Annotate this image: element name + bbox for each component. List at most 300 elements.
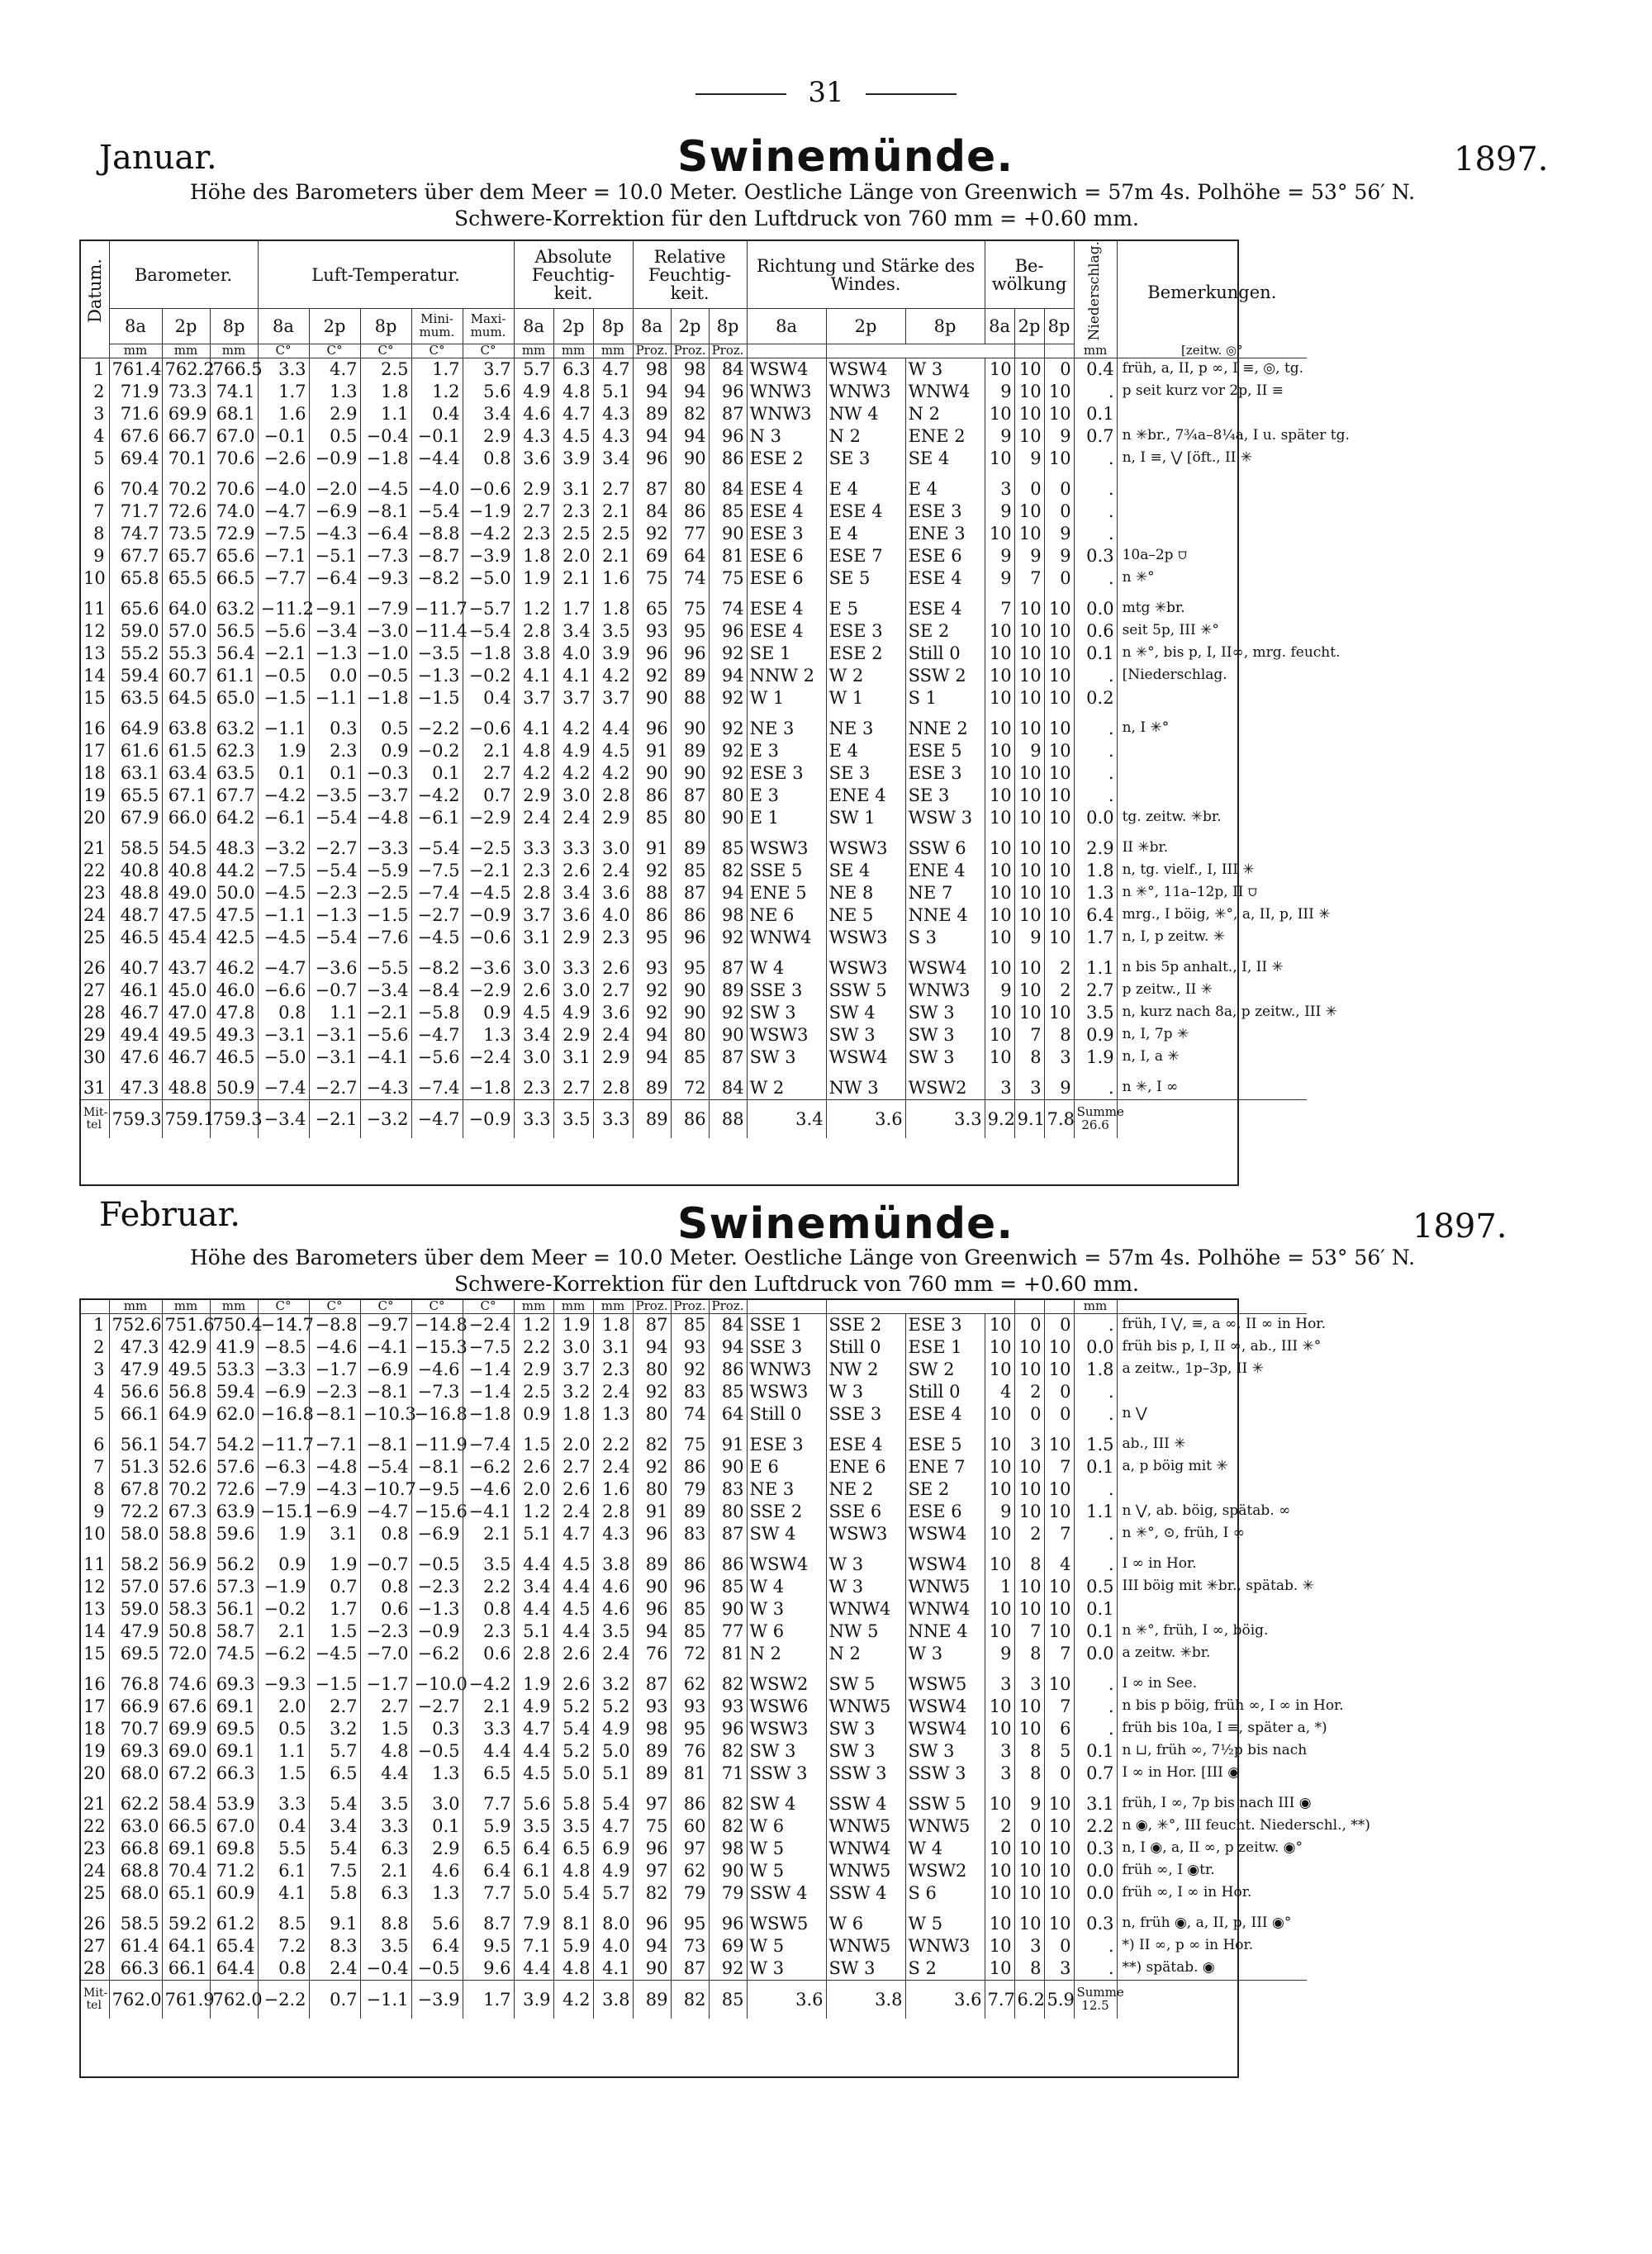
temperature-header: Luft-Temperatur. (258, 241, 514, 309)
value-cell: 0.5 (360, 718, 411, 740)
value-cell: 2.8 (593, 785, 633, 807)
value-cell: 10 (985, 1957, 1014, 1981)
remark-cell: n, tg. vielf., I, III ✳ (1117, 860, 1307, 882)
value-cell: −6.2 (463, 1456, 514, 1478)
value-cell: 7 (985, 598, 1014, 620)
value-cell: W 5 (747, 1860, 826, 1882)
value-cell: 0.8 (258, 1957, 309, 1981)
value-cell: 3.2 (593, 1673, 633, 1696)
value-cell: 84 (709, 358, 747, 381)
value-cell: −8.1 (360, 1434, 411, 1456)
value-cell: 6.1 (514, 1860, 553, 1882)
value-cell: 45.0 (162, 980, 210, 1002)
value-cell: NE 5 (826, 904, 905, 927)
value-cell: 63.2 (210, 598, 258, 620)
value-cell: −1.4 (463, 1359, 514, 1381)
value-cell: 10 (1044, 927, 1074, 949)
value-cell: 0.9 (1074, 1024, 1117, 1046)
mean-value-cell: 3.3 (593, 1099, 633, 1138)
value-cell: SSW 3 (905, 1763, 985, 1785)
value-cell: 96 (633, 1913, 671, 1935)
value-cell: 0.3 (1074, 545, 1117, 567)
value-cell: 92 (709, 687, 747, 709)
value-cell: 87 (633, 1673, 671, 1696)
value-cell: 4.4 (553, 1576, 593, 1598)
mean-value-cell: 759.1 (162, 1099, 210, 1138)
value-cell: −6.1 (411, 807, 463, 829)
value-cell: −5.7 (463, 598, 514, 620)
value-cell: 86 (671, 904, 709, 927)
mean-value-cell: 7.8 (1044, 1099, 1074, 1138)
value-cell: 5.4 (593, 1793, 633, 1815)
value-cell: ESE 4 (905, 598, 985, 620)
group-spacer (81, 829, 1307, 838)
value-cell: 10 (985, 1793, 1014, 1815)
value-cell: 46.5 (109, 927, 162, 949)
value-cell: −11.2 (258, 598, 309, 620)
value-cell: 96 (709, 620, 747, 643)
remark-cell: n, I ✳° (1117, 718, 1307, 740)
value-cell: 86 (709, 1554, 747, 1576)
value-cell: 0.7 (463, 785, 514, 807)
mean-value-cell: 88 (709, 1099, 747, 1138)
value-cell: 10 (1044, 860, 1074, 882)
value-cell: 56.9 (162, 1554, 210, 1576)
value-cell: 92 (633, 665, 671, 687)
value-cell: −3.5 (309, 785, 360, 807)
table-row (81, 381, 1307, 403)
february-station-info: Höhe des Barometers über dem Meer = 10.0 Meter. Oestliche Länge von Greenwich = 57m 4s. Polhöhe = 53° 56′ N. (190, 1246, 1416, 1269)
value-cell: 9 (1014, 1793, 1044, 1815)
value-cell: 3.6 (593, 1002, 633, 1024)
value-cell: 4.9 (593, 1860, 633, 1882)
value-cell: 46.2 (210, 957, 258, 980)
table-row (81, 1381, 1307, 1403)
value-cell: ESE 3 (905, 1313, 985, 1336)
value-cell: −4.7 (360, 1501, 411, 1523)
value-cell: 1.8 (1074, 1359, 1117, 1381)
value-cell: 56.8 (162, 1381, 210, 1403)
value-cell: 89 (633, 1077, 671, 1100)
value-cell: 56.4 (210, 643, 258, 665)
value-cell: 9 (985, 980, 1014, 1002)
value-cell: 2.4 (309, 1957, 360, 1981)
value-cell: 49.5 (162, 1359, 210, 1381)
value-cell: 2.7 (593, 478, 633, 501)
value-cell: WSW3 (747, 1024, 826, 1046)
value-cell: 4.7 (553, 1523, 593, 1545)
value-cell: 96 (633, 448, 671, 470)
value-cell: −7.0 (360, 1643, 411, 1665)
mean-value-cell: 761.9 (162, 1980, 210, 2019)
value-cell: −14.7 (258, 1313, 309, 1336)
value-cell: 10 (985, 1002, 1014, 1024)
value-cell: −0.2 (258, 1598, 309, 1621)
value-cell: 3.1 (514, 927, 553, 949)
value-cell: 83 (671, 1381, 709, 1403)
value-cell: 4.5 (514, 1002, 553, 1024)
remark-cell: n bis p böig, früh ∞, I ∞ in Hor. (1117, 1696, 1307, 1718)
value-cell: 1.9 (309, 1554, 360, 1576)
value-cell: 2.4 (593, 1456, 633, 1478)
unit-cell: Proz. (671, 1300, 709, 1313)
value-cell: 1.1 (258, 1740, 309, 1763)
value-cell: 4.1 (258, 1882, 309, 1905)
value-cell: 85 (671, 1598, 709, 1621)
remark-cell: I ∞ in See. (1117, 1673, 1307, 1696)
remark-cell (1117, 478, 1307, 501)
unit-cell: C° (309, 344, 360, 358)
value-cell: 9 (985, 425, 1014, 448)
value-cell: 10 (1044, 785, 1074, 807)
value-cell: 0 (1014, 1313, 1044, 1336)
value-cell: −4.6 (463, 1478, 514, 1501)
value-cell: 80 (709, 1501, 747, 1523)
value-cell: 10 (1014, 687, 1044, 709)
value-cell: 98 (709, 904, 747, 927)
value-cell: 92 (633, 860, 671, 882)
value-cell: WNW3 (747, 1359, 826, 1381)
value-cell: S 3 (905, 927, 985, 949)
value-cell: −2.3 (411, 1576, 463, 1598)
value-cell: 46.7 (162, 1046, 210, 1069)
remark-cell: I ∞ in Hor. (1117, 1554, 1307, 1576)
mean-value-cell: −3.4 (258, 1099, 309, 1138)
value-cell: −0.1 (411, 425, 463, 448)
value-cell: SE 3 (905, 785, 985, 807)
value-cell: 94 (633, 425, 671, 448)
value-cell: 0.7 (1074, 425, 1117, 448)
value-cell: WNW4 (905, 381, 985, 403)
value-cell: −4.1 (360, 1336, 411, 1359)
value-cell: −1.3 (309, 904, 360, 927)
value-cell: −4.7 (411, 1024, 463, 1046)
value-cell: E 4 (826, 740, 905, 762)
value-cell: 94 (633, 1024, 671, 1046)
table-row (81, 740, 1307, 762)
value-cell: 97 (671, 1838, 709, 1860)
value-cell: 72 (671, 1643, 709, 1665)
value-cell: WSW4 (905, 1523, 985, 1545)
mean-value-cell: 762.0 (210, 1980, 258, 2019)
value-cell: 0.1 (1074, 1740, 1117, 1763)
value-cell: 10 (1014, 980, 1044, 1002)
value-cell: −16.8 (411, 1403, 463, 1426)
value-cell: 96 (709, 425, 747, 448)
value-cell: −0.6 (463, 718, 514, 740)
value-cell: 61.2 (210, 1913, 258, 1935)
value-cell: 74.0 (210, 501, 258, 523)
unit-cell: mm (109, 344, 162, 358)
value-cell: 2.6 (553, 1673, 593, 1696)
value-cell: −7.3 (360, 545, 411, 567)
value-cell: 2.5 (593, 523, 633, 545)
value-cell: SSE 5 (747, 860, 826, 882)
value-cell: 3.3 (553, 957, 593, 980)
value-cell: SSW 4 (826, 1882, 905, 1905)
value-cell: 10 (1014, 1718, 1044, 1740)
value-cell: −7.9 (360, 598, 411, 620)
table-row (81, 957, 1307, 980)
value-cell: 1.2 (411, 381, 463, 403)
value-cell: 766.5 (210, 358, 258, 381)
value-cell: 70.6 (210, 478, 258, 501)
value-cell: 10 (1044, 1434, 1074, 1456)
mean-value-cell: 85 (709, 1980, 747, 2019)
precip-sum-cell: Summe 12.5 (1074, 1980, 1117, 2019)
value-cell: 2.9 (553, 927, 593, 949)
value-cell: −1.4 (463, 1381, 514, 1403)
value-cell: 10 (1044, 665, 1074, 687)
table-row (81, 1456, 1307, 1478)
value-cell: 2.5 (514, 1381, 553, 1403)
value-cell: −8.1 (360, 501, 411, 523)
value-cell: 4.8 (553, 381, 593, 403)
table-row (81, 665, 1307, 687)
day-cell: 21 (83, 1794, 106, 1815)
value-cell: 5.8 (309, 1882, 360, 1905)
value-cell: 10 (985, 807, 1014, 829)
value-cell: 56.6 (109, 1381, 162, 1403)
value-cell: 57.6 (210, 1456, 258, 1478)
value-cell: 4.7 (309, 358, 360, 381)
table-row (81, 1434, 1307, 1456)
value-cell: −4.5 (258, 882, 309, 904)
value-cell: SE 4 (826, 860, 905, 882)
unit-cell (1014, 344, 1044, 358)
value-cell: 50.9 (210, 1077, 258, 1100)
wind-2p-header: 2p (826, 309, 905, 344)
value-cell: 88 (671, 687, 709, 709)
value-cell: 10 (985, 1718, 1014, 1740)
value-cell: 0.4 (411, 403, 463, 425)
value-cell: 0 (1014, 478, 1044, 501)
group-spacer (81, 1665, 1307, 1673)
value-cell: 9 (1014, 740, 1044, 762)
value-cell: 88 (633, 882, 671, 904)
value-cell: −8.8 (411, 523, 463, 545)
value-cell: 94 (709, 665, 747, 687)
value-cell: NW 5 (826, 1621, 905, 1643)
value-cell: 9 (1044, 545, 1074, 567)
value-cell: 10 (985, 957, 1014, 980)
value-cell: . (1074, 1696, 1117, 1718)
value-cell: SSW 4 (747, 1882, 826, 1905)
value-cell: W 4 (747, 957, 826, 980)
value-cell: 3 (985, 1763, 1014, 1785)
remark-cell: tg. zeitw. ✳br. (1117, 807, 1307, 829)
value-cell: 1.7 (258, 381, 309, 403)
value-cell: −8.2 (411, 567, 463, 590)
mean-value-cell: 0.7 (309, 1980, 360, 2019)
unit-cell (1117, 1300, 1307, 1313)
unit-cell: mm (1074, 1300, 1117, 1313)
value-cell: 2.8 (514, 620, 553, 643)
value-cell: 81 (709, 1643, 747, 1665)
value-cell: −7.4 (411, 1077, 463, 1100)
value-cell: 4.3 (514, 425, 553, 448)
value-cell: 90 (671, 718, 709, 740)
value-cell: 82 (633, 1882, 671, 1905)
value-cell: 2.2 (1074, 1815, 1117, 1838)
value-cell: 86 (671, 1456, 709, 1478)
value-cell: −4.2 (463, 523, 514, 545)
value-cell: 66.1 (109, 1403, 162, 1426)
value-cell: −4.2 (463, 1673, 514, 1696)
day-cell: 25 (83, 928, 106, 948)
value-cell: −5.4 (411, 501, 463, 523)
value-cell: 2.8 (593, 1501, 633, 1523)
value-cell: 87 (633, 478, 671, 501)
value-cell: 7.2 (258, 1935, 309, 1957)
value-cell: 80 (671, 478, 709, 501)
unit-cell (985, 344, 1014, 358)
value-cell: 10 (1014, 957, 1044, 980)
value-cell: 90 (709, 1456, 747, 1478)
rel-2p-header: 2p (671, 309, 709, 344)
value-cell: 10 (1044, 1478, 1074, 1501)
value-cell: 81 (671, 1763, 709, 1785)
value-cell: −2.7 (411, 1696, 463, 1718)
value-cell: 10 (985, 523, 1014, 545)
unit-cell (1014, 1300, 1044, 1313)
value-cell: 50.8 (162, 1621, 210, 1643)
value-cell: 2.7 (514, 501, 553, 523)
value-cell: 58.4 (162, 1793, 210, 1815)
mean-value-cell: 3.3 (514, 1099, 553, 1138)
value-cell: W 2 (747, 1077, 826, 1100)
remark-cell: ab., III ✳ (1117, 1434, 1307, 1456)
value-cell: 10 (1044, 718, 1074, 740)
value-cell: 92 (633, 1381, 671, 1403)
day-cell: 6 (93, 1435, 105, 1455)
value-cell: WSW3 (826, 1523, 905, 1545)
value-cell: W 1 (826, 687, 905, 709)
value-cell: . (1074, 718, 1117, 740)
value-cell: 3.4 (593, 448, 633, 470)
value-cell: 76 (671, 1740, 709, 1763)
value-cell: 91 (709, 1434, 747, 1456)
value-cell: SE 4 (905, 448, 985, 470)
value-cell: 90 (671, 1002, 709, 1024)
abs-8p-header: 8p (593, 309, 633, 344)
value-cell: 3 (1014, 1434, 1044, 1456)
value-cell: 10 (1044, 904, 1074, 927)
value-cell: 74.6 (162, 1673, 210, 1696)
value-cell: 57.6 (162, 1576, 210, 1598)
day-cell: 7 (93, 501, 105, 522)
table-row (81, 478, 1307, 501)
value-cell: 1.5 (258, 1763, 309, 1785)
value-cell: 79 (671, 1478, 709, 1501)
value-cell: 3 (985, 478, 1014, 501)
value-cell: 4.4 (360, 1763, 411, 1785)
value-cell: 68.8 (109, 1860, 162, 1882)
value-cell: 3 (985, 1740, 1014, 1763)
day-cell: 21 (83, 838, 106, 859)
value-cell: NE 3 (747, 1478, 826, 1501)
value-cell: −0.6 (463, 927, 514, 949)
value-cell: 5 (1044, 1740, 1074, 1763)
value-cell: −4.5 (258, 927, 309, 949)
temp-max-header: Maxi-mum. (463, 309, 514, 344)
group-spacer (81, 470, 1307, 478)
value-cell: 1.7 (1074, 927, 1117, 949)
value-cell: 59.4 (210, 1381, 258, 1403)
value-cell: 10 (985, 740, 1014, 762)
value-cell: 9 (1044, 523, 1074, 545)
value-cell: 10 (1044, 448, 1074, 470)
value-cell: 56.1 (210, 1598, 258, 1621)
value-cell: −1.0 (360, 643, 411, 665)
value-cell: 0.1 (1074, 1621, 1117, 1643)
value-cell: 67.1 (162, 785, 210, 807)
value-cell: NE 3 (826, 718, 905, 740)
value-cell: −4.8 (360, 807, 411, 829)
remark-cell: n ✳°, 11a–12p, II ⩌ (1117, 882, 1307, 904)
value-cell: 2.9 (553, 1024, 593, 1046)
value-cell: 89 (633, 1554, 671, 1576)
value-cell: 10 (1044, 403, 1074, 425)
value-cell: 6.3 (360, 1882, 411, 1905)
value-cell: 2.3 (514, 523, 553, 545)
january-table (81, 241, 1350, 1138)
value-cell: 66.1 (162, 1957, 210, 1981)
value-cell: −8.1 (360, 1381, 411, 1403)
day-cell: 16 (83, 1674, 106, 1695)
value-cell: 81 (709, 545, 747, 567)
january-station-info: Höhe des Barometers über dem Meer = 10.0 Meter. Oestliche Länge von Greenwich = 57m 4s. Polhöhe = 53° 56′ N. (190, 180, 1416, 204)
value-cell: 3.4 (553, 620, 593, 643)
value-cell: 0.7 (1074, 1763, 1117, 1785)
value-cell: −4.7 (258, 957, 309, 980)
value-cell: 73 (671, 1935, 709, 1957)
value-cell: 70.4 (162, 1860, 210, 1882)
value-cell: WNW5 (826, 1935, 905, 1957)
day-cell: 12 (83, 1577, 106, 1597)
table-row (81, 598, 1307, 620)
remark-cell: n, I ≡, ⋁ [öft., II ✳ (1117, 448, 1307, 470)
value-cell: 6.5 (553, 1838, 593, 1860)
value-cell: SSW 2 (905, 665, 985, 687)
value-cell: 1.8 (553, 1403, 593, 1426)
unit-cell: C° (258, 344, 309, 358)
value-cell: 63.5 (109, 687, 162, 709)
value-cell: 4.1 (553, 665, 593, 687)
value-cell: −2.5 (463, 838, 514, 860)
value-cell: −1.8 (463, 1403, 514, 1426)
value-cell: 10 (1014, 904, 1044, 927)
value-cell: −2.5 (360, 882, 411, 904)
value-cell: −2.3 (309, 882, 360, 904)
value-cell: 10 (985, 904, 1014, 927)
day-cell: 14 (83, 1621, 106, 1642)
value-cell: 2.5 (360, 358, 411, 381)
value-cell: 65.4 (210, 1935, 258, 1957)
remark-cell: n, kurz nach 8a, p zeitw., III ✳ (1117, 1002, 1307, 1024)
value-cell: 57.0 (162, 620, 210, 643)
value-cell: 63.2 (210, 718, 258, 740)
value-cell: 40.7 (109, 957, 162, 980)
mean-value-cell (1117, 1099, 1307, 1138)
value-cell: 4.9 (553, 740, 593, 762)
value-cell: −14.8 (411, 1313, 463, 1336)
value-cell: 2.0 (514, 1478, 553, 1501)
value-cell: 80 (633, 1478, 671, 1501)
value-cell: 3.2 (309, 1718, 360, 1740)
remark-cell: früh, a, II, p ∞, I ≡, ◎, tg. (1117, 358, 1307, 381)
value-cell: W 6 (747, 1815, 826, 1838)
